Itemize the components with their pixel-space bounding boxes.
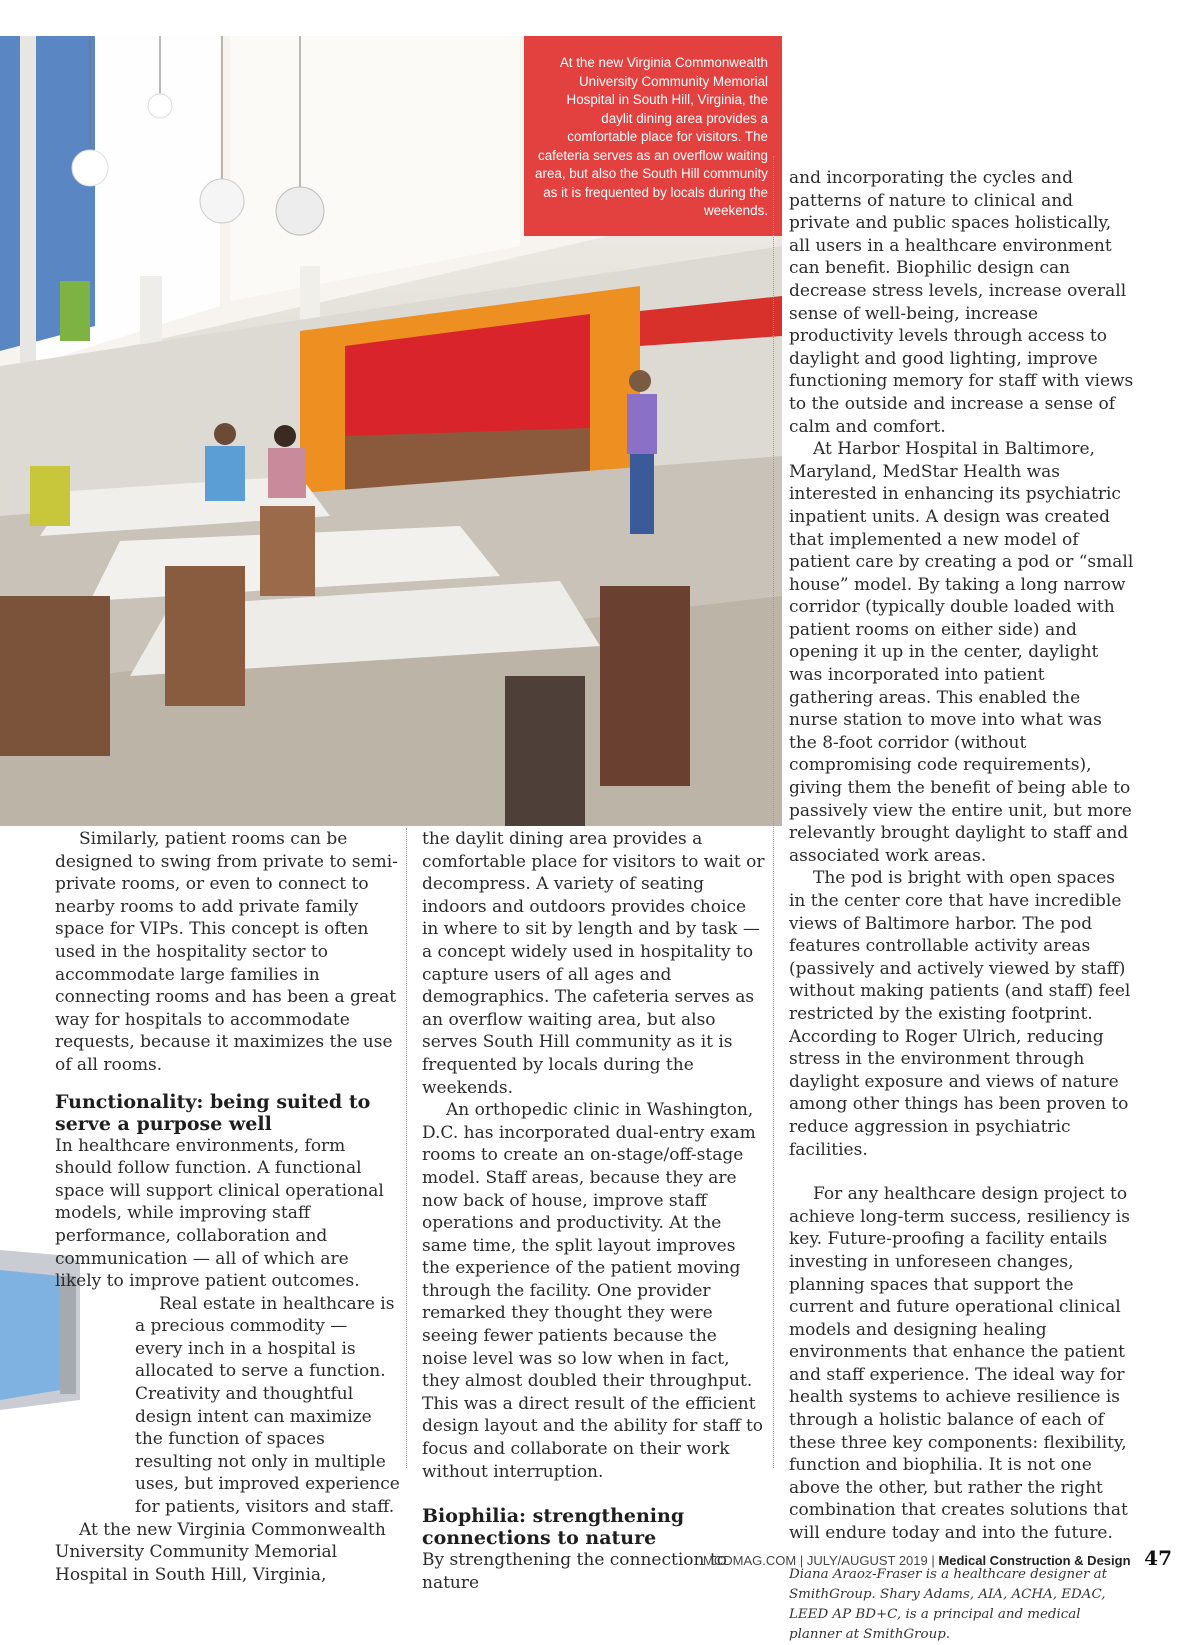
author-bio: Diana Araoz-Fraser is a healthcare designer at SmithGroup. Shary Adams, AIA, ACHA, EDAC, LEED AP BD+C, is a principal and medical planner at SmithGroup. <box>789 1566 1108 1642</box>
column-3 <box>789 167 1134 1645</box>
paragraph: Real estate in healthcare is a precious commodity — every inch in a hospital is allocated to serve a function. Creativity and thoughtful design intent can maximize the function of spaces resulting not only in multiple uses, but improved experience for patients, visitors and staff. <box>135 1293 400 1518</box>
paragraph: For any healthcare design project to achieve long-term success, resiliency is key. Future-proofing a facility entails investing in unforeseen changes, planning spaces that support the current and future operational clinical models and designing healing environments that enhance the patient and staff experience. The ideal way for health systems to achieve resilience is through a holistic balance of each of these three key components: flexibility, function and biophilia. It is not one above the other, but rather the right combination that creates solutions that will endure today and into the future. <box>789 1184 1130 1544</box>
footer-date: JULY/AUGUST 2019 <box>806 1553 928 1568</box>
section-heading-functionality: Functionality: being suited to serve a purpose well <box>55 1090 371 1135</box>
paragraph: At the new Virginia Commonwealth University Community Memorial Hospital in South Hill, Virginia, <box>55 1519 386 1585</box>
paragraph: An orthopedic clinic in Washington, D.C. has incorporated dual-entry exam rooms to create an on-stage/off-stage model. Staff areas, because they are now back of house, improve staff operations and productivity. At the same time, the split layout improves the experience of the patient moving through the facility. One provider remarked they thought they were seeing fewer patients because the noise level was so low when in fact, they almost doubled their throughput. This was a direct result of the efficient design layout and the ability for staff to focus and collaborate on their work without interruption. <box>422 1100 764 1482</box>
footer-separator: | <box>931 1553 935 1568</box>
paragraph: In healthcare environments, form should follow function. A functional space will support clinical operational models, while improving staff performance, collaboration and communication — all of which are likely to improve patient outcomes. <box>55 1135 384 1292</box>
paragraph: and incorporating the cycles and patterns of nature to clinical and private and public spaces holistically, all users in a healthcare environment can benefit. Biophilic design can decrease stress levels, increase overall sense of well-being, increase productivity levels through access to daylight and good lighting, improve functioning memory for staff with views to the outside and increase a sense of calm and comfort. <box>789 168 1134 437</box>
column-1 <box>55 828 400 1586</box>
paragraph: Similarly, patient rooms can be designed to swing from private to semi-private rooms, or even to connect to nearby rooms to add private family space for VIPs. This concept is often used in the hospitality sector to accommodate large families in connecting rooms and has been a great way for hospitals to accommodate requests, because it maximizes the use of all rooms. <box>55 829 398 1075</box>
column-divider <box>406 828 407 1468</box>
paragraph: The pod is bright with open spaces in the center core that have incredible views of Baltimore harbor. The pod features controllable activity areas (passively and actively viewed by staff) without making patients (and staff) feel restricted by the existing footprint. According to Roger Ulrich, reducing stress in the environment through daylight exposure and views of nature among other things has been proven to reduce aggression in psychiatric facilities. <box>789 868 1131 1160</box>
page-footer <box>703 1546 1172 1570</box>
footer-separator: | <box>799 1553 804 1568</box>
footer-magazine-name: Medical Construction & Design <box>938 1553 1131 1568</box>
paragraph: By strengthening the connection to nature <box>422 1550 727 1593</box>
paragraph: the daylit dining area provides a comfortable place for visitors to wait or decompress. A variety of seating indoors and outdoors provides choice in where to sit by length and by task — a concept widely used in hospitality to capture users of all ages and demographics. The cafeteria serves as an overflow waiting area, but also serves South Hill community as it is frequented by locals during the weekends. <box>422 829 765 1098</box>
column-2 <box>422 828 767 1594</box>
column-divider <box>773 156 774 1468</box>
section-heading-biophilia: Biophilia: strengthening connections to nature <box>422 1505 685 1550</box>
photo-caption: At the new Virginia Commonwealth University Community Memorial Hospital in South Hill, Virginia, the daylit dining area provides a comfortable place for visitors. The cafeteria serves as an overflow waiting area, but also the South Hill community as it is frequented by locals during the weekends. <box>524 36 782 236</box>
page-number: 47 <box>1144 1546 1172 1570</box>
paragraph: At Harbor Hospital in Baltimore, Maryland, MedStar Health was interested in enhancing its psychiatric inpatient units. A design was created that implemented a new model of patient care by creating a pod or “small house” model. By taking a long narrow corridor (typically double loaded with patient rooms on either side) and opening it up in the center, daylight was incorporated into patient gathering areas. This enabled the nurse station to move into what was the 8-foot corridor (without compromising code requirements), giving them the benefit of being able to passively view the entire unit, but more relevantly brought daylight to staff and associated work areas. <box>789 439 1134 866</box>
footer-site: MCDMAG.COM <box>703 1553 797 1568</box>
